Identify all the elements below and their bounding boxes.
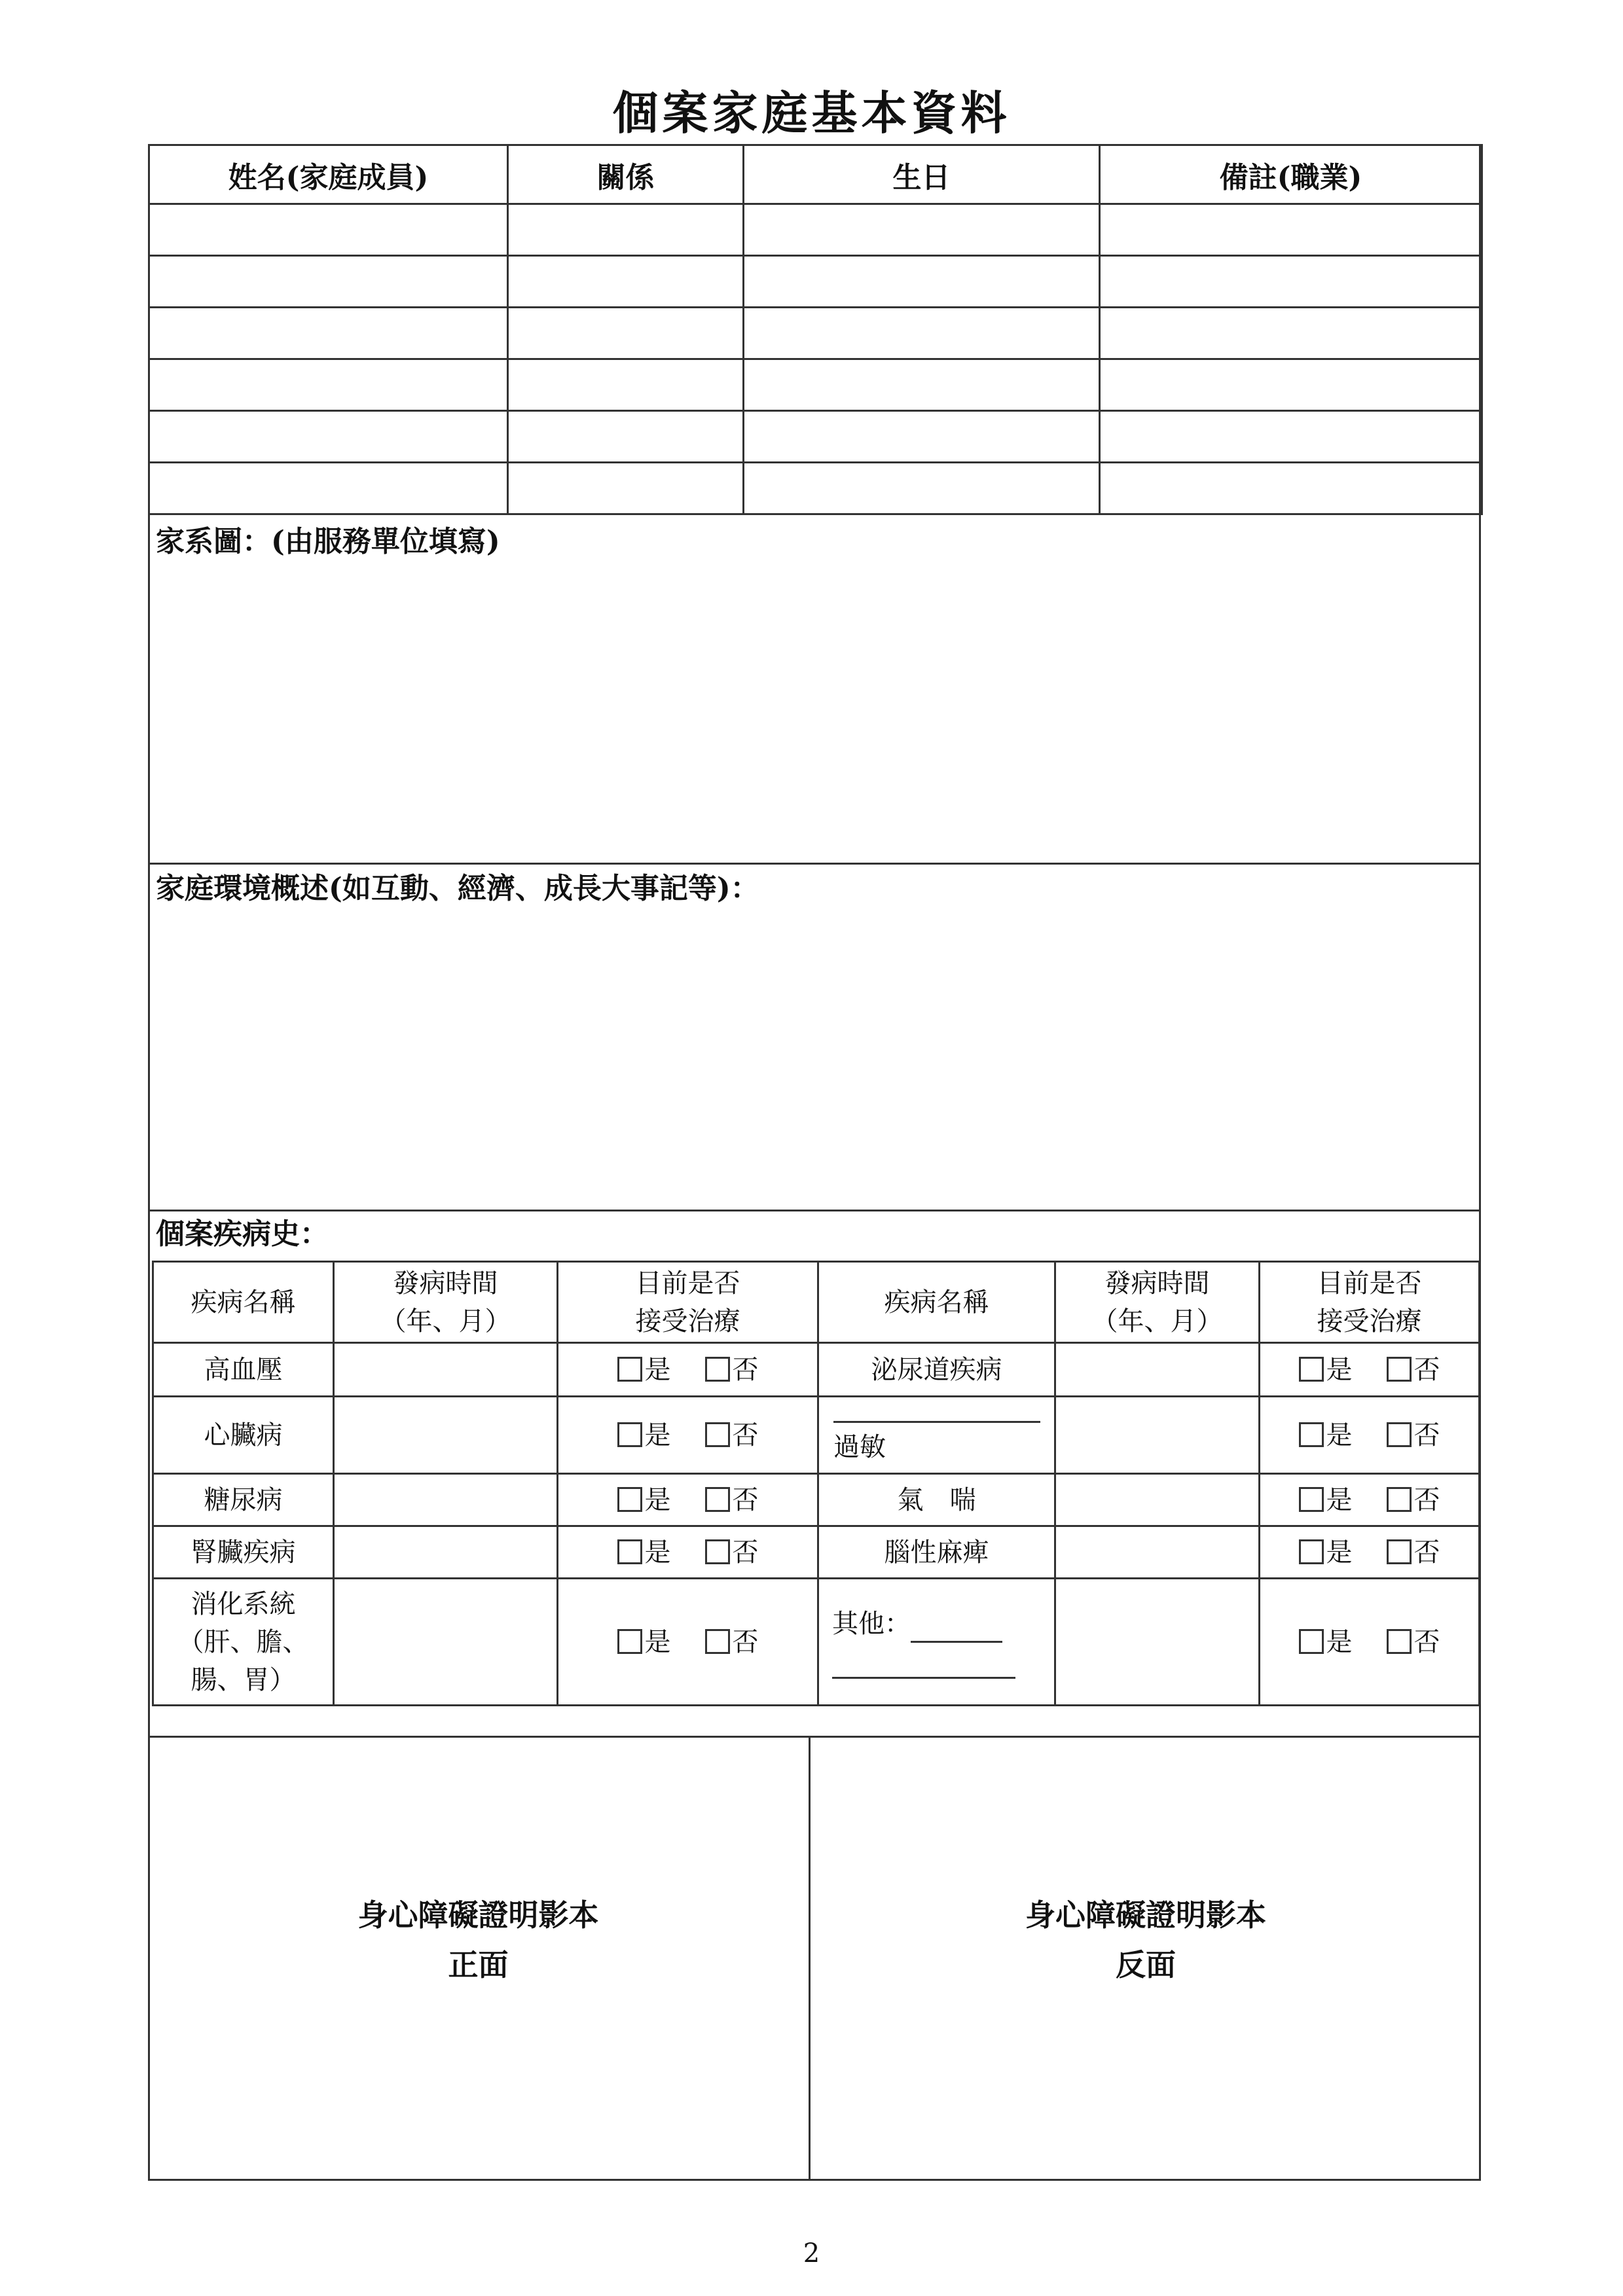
digestive-line1: 消化系統 (191, 1588, 296, 1619)
no-checkbox[interactable] (1387, 1357, 1412, 1382)
family-members-table (148, 144, 1483, 515)
member-name-cell[interactable] (149, 411, 508, 463)
yes-label: 是 (1326, 1626, 1353, 1657)
yes-label: 是 (644, 1354, 671, 1385)
member-name-cell[interactable] (149, 256, 508, 308)
certificate-back-text (811, 1890, 1481, 1990)
no-label: 否 (1413, 1626, 1440, 1657)
no-label: 否 (732, 1354, 759, 1385)
table-row (153, 1474, 1480, 1526)
other-row (832, 1605, 1054, 1643)
certificate-front-side: 正面 (448, 1947, 509, 1982)
disease-name-asthma: 氣 喘 (818, 1474, 1055, 1526)
yes-checkbox[interactable] (1299, 1422, 1324, 1447)
no-label: 否 (1413, 1537, 1440, 1568)
table-row (149, 204, 1482, 256)
table-row (149, 308, 1482, 359)
no-label: 否 (732, 1537, 759, 1568)
section-divider (148, 1210, 1481, 1211)
other-label: 其他： (832, 1609, 911, 1639)
disease-name-allergy: 過敏 (833, 1432, 886, 1462)
treatment-cell (558, 1526, 818, 1579)
member-note-cell[interactable] (1100, 359, 1482, 411)
no-checkbox[interactable] (705, 1357, 730, 1382)
genogram-label: 家系圖：(由服務單位填寫) (156, 525, 500, 558)
no-label: 否 (732, 1420, 759, 1450)
treatment-cell (558, 1579, 818, 1706)
no-label: 否 (1413, 1484, 1440, 1515)
disease-name-urinary: 泌尿道疾病 (818, 1343, 1055, 1397)
table-row (149, 359, 1482, 411)
no-label: 否 (732, 1484, 759, 1515)
treatment-cell (558, 1343, 818, 1397)
onset-cell[interactable] (334, 1397, 558, 1474)
yes-label: 是 (644, 1626, 671, 1657)
onset-cell[interactable] (334, 1343, 558, 1397)
member-name-cell[interactable] (149, 359, 508, 411)
disease-history-table (152, 1261, 1480, 1706)
treatment-cell (1260, 1343, 1480, 1397)
treatment-cell (558, 1397, 818, 1474)
no-checkbox[interactable] (1387, 1422, 1412, 1447)
header-onset-line1: 發病時間 (1104, 1268, 1210, 1299)
table-row (153, 1526, 1480, 1579)
onset-cell[interactable] (334, 1579, 558, 1706)
disease-name-diabetes: 糖尿病 (153, 1474, 334, 1526)
member-relationship-cell[interactable] (508, 204, 744, 256)
member-name-cell[interactable] (149, 308, 508, 359)
disease-name-other-cell (818, 1579, 1055, 1706)
table-row (153, 1397, 1480, 1474)
member-birthday-cell[interactable] (744, 204, 1100, 256)
other-blank-2[interactable] (832, 1643, 1015, 1679)
header-relationship: 關係 (508, 145, 744, 204)
section-divider (148, 863, 1481, 865)
yes-label: 是 (644, 1484, 671, 1515)
yes-checkbox[interactable] (1299, 1357, 1324, 1382)
yes-label: 是 (1326, 1420, 1353, 1450)
member-note-cell[interactable] (1100, 411, 1482, 463)
yes-checkbox[interactable] (1299, 1487, 1324, 1512)
page-title: 個案家庭基本資料 (612, 86, 1011, 140)
treatment-cell (1260, 1526, 1480, 1579)
disease-name-kidney: 腎臟疾病 (153, 1526, 334, 1579)
yes-checkbox[interactable] (617, 1539, 642, 1564)
no-checkbox[interactable] (1387, 1539, 1412, 1564)
no-label: 否 (1413, 1354, 1440, 1385)
header-name: 姓名(家庭成員) (149, 145, 508, 204)
yes-label: 是 (1326, 1354, 1353, 1385)
treatment-cell (1260, 1397, 1480, 1474)
member-name-cell[interactable] (149, 204, 508, 256)
member-birthday-cell[interactable] (744, 463, 1100, 514)
member-birthday-cell[interactable] (744, 359, 1100, 411)
disease-name-digestive (153, 1579, 334, 1706)
yes-label: 是 (644, 1537, 671, 1568)
certificate-back-side: 反面 (1116, 1947, 1176, 1982)
header-onset-line2: （年、月） (1091, 1306, 1223, 1336)
no-checkbox[interactable] (1387, 1629, 1412, 1654)
yes-checkbox[interactable] (1299, 1539, 1324, 1564)
no-checkbox[interactable] (705, 1487, 730, 1512)
header-onset (1055, 1262, 1260, 1343)
header-treatment (558, 1262, 818, 1343)
onset-cell[interactable] (334, 1526, 558, 1579)
no-checkbox[interactable] (705, 1629, 730, 1654)
table-header-row (149, 145, 1482, 204)
onset-cell[interactable] (1055, 1397, 1260, 1474)
member-name-cell[interactable] (149, 463, 508, 514)
table-row (153, 1579, 1480, 1706)
environment-area[interactable] (150, 911, 1479, 1208)
member-note-cell[interactable] (1100, 204, 1482, 256)
yes-checkbox[interactable] (617, 1629, 642, 1654)
disease-header-row (153, 1262, 1480, 1343)
digestive-line3: 腸、胃） (191, 1664, 296, 1695)
certificate-back-title: 身心障礙證明影本 (1025, 1897, 1266, 1933)
no-checkbox[interactable] (705, 1422, 730, 1447)
yes-label: 是 (1326, 1484, 1353, 1515)
member-birthday-cell[interactable] (744, 308, 1100, 359)
member-relationship-cell[interactable] (508, 308, 744, 359)
member-relationship-cell[interactable] (508, 463, 744, 514)
header-treatment-line1: 目前是否 (635, 1268, 740, 1299)
certificate-front-title: 身心障礙證明影本 (357, 1897, 599, 1933)
genogram-area[interactable] (150, 563, 1479, 861)
yes-label: 是 (1326, 1537, 1353, 1568)
disease-history-label: 個案疾病史： (156, 1217, 329, 1251)
treatment-cell (1260, 1474, 1480, 1526)
table-row (153, 1343, 1480, 1397)
no-checkbox[interactable] (1387, 1487, 1412, 1512)
disease-name-allergy-cell (818, 1397, 1055, 1474)
yes-label: 是 (644, 1420, 671, 1450)
page-number: 2 (803, 2238, 820, 2269)
no-checkbox[interactable] (705, 1539, 730, 1564)
member-birthday-cell[interactable] (744, 411, 1100, 463)
member-note-cell[interactable] (1100, 256, 1482, 308)
onset-cell[interactable] (1055, 1526, 1260, 1579)
other-blank-1[interactable] (911, 1615, 1002, 1643)
treatment-cell (558, 1474, 818, 1526)
onset-cell[interactable] (334, 1474, 558, 1526)
certificate-front-box[interactable] (148, 1737, 811, 2181)
header-onset-line1: 發病時間 (393, 1268, 498, 1299)
certificate-back-box[interactable] (811, 1737, 1481, 2181)
member-note-cell[interactable] (1100, 308, 1482, 359)
onset-cell[interactable] (1055, 1474, 1260, 1526)
allergy-detail-blank[interactable] (833, 1404, 1040, 1423)
disease-name-hypertension: 高血壓 (153, 1343, 334, 1397)
header-treatment-line2: 接受治療 (635, 1306, 740, 1336)
table-row (149, 256, 1482, 308)
header-disease-name: 疾病名稱 (818, 1262, 1055, 1343)
member-relationship-cell[interactable] (508, 359, 744, 411)
member-note-cell[interactable] (1100, 463, 1482, 514)
table-row (149, 463, 1482, 514)
header-treatment (1260, 1262, 1480, 1343)
no-label: 否 (1413, 1420, 1440, 1450)
header-treatment-line2: 接受治療 (1317, 1306, 1422, 1336)
header-onset (334, 1262, 558, 1343)
table-row (149, 411, 1482, 463)
disease-name-heart: 心臟病 (153, 1397, 334, 1474)
header-onset-line2: （年、月） (380, 1306, 511, 1336)
no-label: 否 (732, 1626, 759, 1657)
member-relationship-cell[interactable] (508, 411, 744, 463)
digestive-line2: （肝、膽、 (177, 1626, 309, 1657)
onset-cell[interactable] (1055, 1579, 1260, 1706)
member-birthday-cell[interactable] (744, 256, 1100, 308)
header-disease-name: 疾病名稱 (153, 1262, 334, 1343)
header-birthday: 生日 (744, 145, 1100, 204)
yes-checkbox[interactable] (1299, 1629, 1324, 1654)
treatment-cell (1260, 1579, 1480, 1706)
member-relationship-cell[interactable] (508, 256, 744, 308)
header-note: 備註(職業) (1100, 145, 1482, 204)
yes-checkbox[interactable] (617, 1422, 642, 1447)
certificate-front-text (148, 1890, 809, 1990)
header-treatment-line1: 目前是否 (1317, 1268, 1422, 1299)
onset-cell[interactable] (1055, 1343, 1260, 1397)
yes-checkbox[interactable] (617, 1487, 642, 1512)
yes-checkbox[interactable] (617, 1357, 642, 1382)
environment-label: 家庭環境概述(如互動、經濟、成長大事記等)： (156, 872, 759, 905)
disease-name-cerebral-palsy: 腦性麻痺 (818, 1526, 1055, 1579)
